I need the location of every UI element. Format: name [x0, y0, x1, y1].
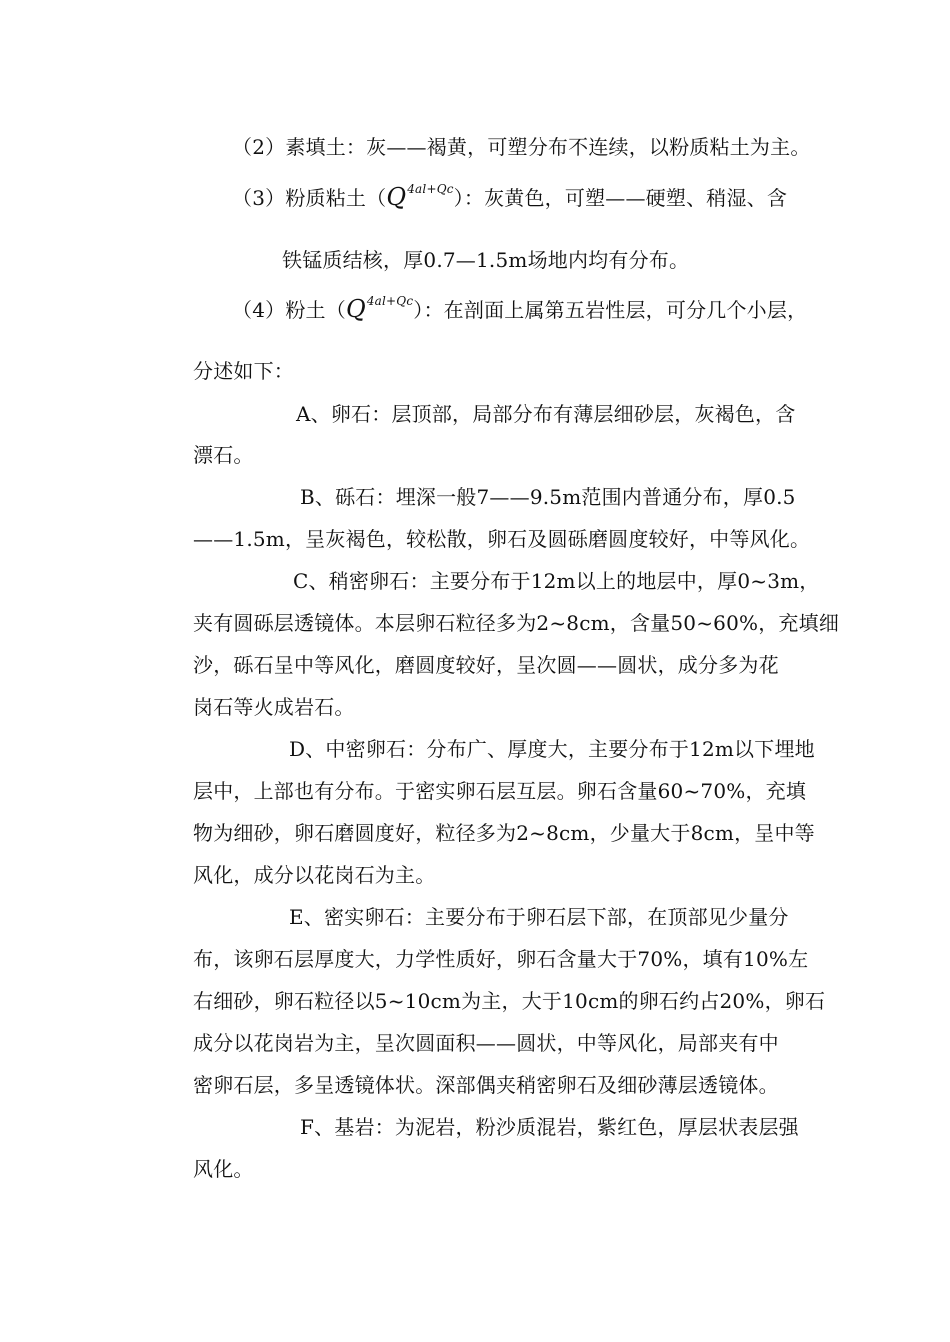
item-c-line-3: 沙，砾石呈中等风化，磨圆度较好，呈次圆——圆状，成分多为花	[193, 653, 779, 677]
formula-base: Q	[386, 183, 407, 211]
paragraph-3-suffix: ）：灰黄色，可塑——硬塑、稍湿、含	[453, 186, 788, 210]
item-e-line-4: 成分以花岗岩为主，呈次圆面积——圆状，中等风化，局部夹有中	[193, 1031, 779, 1055]
item-b-line-2: ——1.5m，呈灰褐色，较松散，卵石及圆砾磨圆度较好，中等风化。	[193, 527, 811, 551]
item-e-line-3: 右细砂，卵石粒径以5~10cm为主，大于10cm的卵石约占20%，卵石	[193, 989, 826, 1013]
item-c-line-2: 夹有圆砾层透镜体。本层卵石粒径多为2~8cm，含量50~60%，充填细	[193, 611, 840, 635]
item-a-line-2: 漂石。	[193, 443, 254, 467]
item-d-line-3: 物为细砂，卵石磨圆度好，粒径多为2~8cm，少量大于8cm，呈中等	[193, 821, 815, 845]
item-b-line-1: B、砾石：埋深一般7——9.5m范围内普通分布，厚0.5	[300, 485, 796, 509]
formula-superscript: 4al+Qc	[366, 294, 414, 308]
paragraph-3-continued: 铁锰质结核，厚0.7—1.5m场地内均有分布。	[282, 248, 690, 272]
formula-base: Q	[345, 295, 366, 323]
formula-q4al-qc	[386, 182, 454, 213]
paragraph-4	[232, 294, 808, 325]
paragraph-3	[232, 182, 788, 213]
formula-q4al-qc-2	[345, 294, 414, 325]
paragraph-4-prefix: （4）粉土（	[232, 298, 346, 322]
item-f-line-2: 风化。	[193, 1157, 254, 1181]
item-e-line-2: 布，该卵石层厚度大，力学性质好，卵石含量大于70%，填有10%左	[193, 947, 809, 971]
item-f-line-1: F、基岩：为泥岩，粉沙质混岩，紫红色，厚层状表层强	[300, 1115, 799, 1139]
paragraph-2: （2）素填土：灰——褐黄，可塑分布不连续，以粉质粘土为主。	[232, 135, 811, 159]
paragraph-4-continued: 分述如下：	[193, 359, 294, 383]
paragraph-4-suffix: ）：在剖面上属第五岩性层，可分几个小层，	[413, 298, 808, 322]
paragraph-3-prefix: （3）粉质粘土（	[232, 186, 387, 210]
formula-superscript: 4al+Qc	[407, 182, 454, 196]
item-a-line-1: A、卵石：层顶部，局部分布有薄层细砂层，灰褐色，含	[296, 402, 796, 426]
item-e-line-5: 密卵石层，多呈透镜体状。深部偶夹稍密卵石及细砂薄层透镜体。	[193, 1073, 779, 1097]
item-d-line-1: D、中密卵石：分布广、厚度大，主要分布于12m以下埋地	[289, 737, 815, 761]
item-e-line-1: E、密实卵石：主要分布于卵石层下部，在顶部见少量分	[289, 905, 789, 929]
item-d-line-4: 风化，成分以花岗石为主。	[193, 863, 436, 887]
item-d-line-2: 层中，上部也有分布。于密实卵石层互层。卵石含量60~70%，充填	[193, 779, 807, 803]
item-c-line-4: 岗石等火成岩石。	[193, 695, 355, 719]
item-c-line-1: C、稍密卵石：主要分布于12m以上的地层中，厚0~3m，	[293, 569, 820, 593]
